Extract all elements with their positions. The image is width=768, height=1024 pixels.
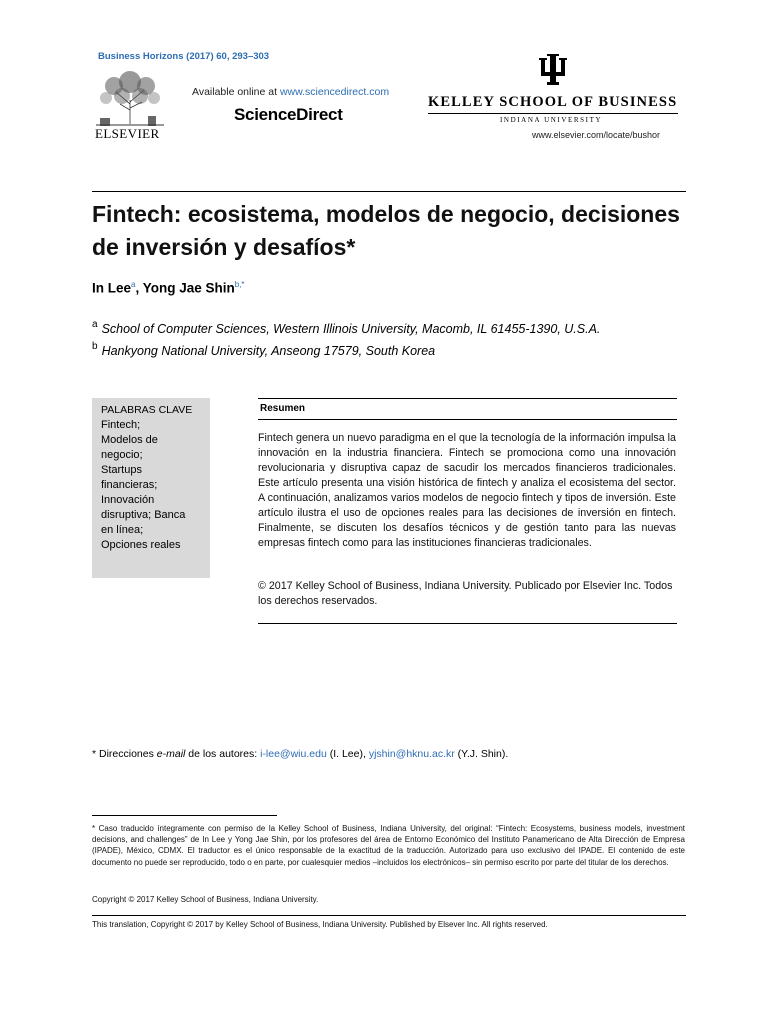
author-name: Yong Jae Shin — [142, 280, 235, 296]
translation-copyright: This translation, Copyright © 2017 by Kelley School of Business, Indiana University. Published by Elsever Inc. All rights reserved. — [92, 920, 548, 929]
footnote-rule — [92, 815, 277, 816]
copyright-line: Copyright © 2017 Kelley School of Business, Indiana University. — [92, 895, 319, 904]
keyword-line: Startups — [101, 464, 142, 476]
indiana-university-label: INDIANA UNIVERSITY — [500, 116, 603, 124]
abstract-heading-rule — [258, 419, 677, 420]
translation-footnote: * Caso traducido íntegramente con permiso de la Kelley School of Business, Indiana University, del original: “Fintech: Ecosystems, business models, investment decisions, and challenges” de In Lee y Yong Jae Shin, por los profesores del área de Entorno Económico del Instituto Panamericano de Alta Dirección de Empresa (IPADE), México, CDMX. El traductor es el único responsable de la exactitud de la traducción. Autorizado para uso exclusivo del IPADE. El contenido de este documento no puede ser reproducido, todo o en parte, por cualesquier medios –incluidos los electrónicos– sin permiso escrito por parte del titular de los derechos. — [92, 824, 685, 867]
affiliation — [92, 319, 601, 336]
author-list — [92, 280, 245, 296]
keywords-box — [92, 398, 210, 578]
sciencedirect-link[interactable]: www.sciencedirect.com — [279, 86, 390, 98]
sciencedirect-logo: ScienceDirect — [234, 105, 343, 124]
keywords-heading: PALABRAS CLAVE — [101, 404, 193, 416]
kelley-school-name: KELLEY SCHOOL OF BUSINESS — [428, 94, 678, 110]
abstract-text: Fintech genera un nuevo paradigma en el que la tecnología de la información impulsa la innovación en la industria financiera. Fintech se promociona como una innovación revolucionaria y disruptiva capaz de sacudir los mercados financieros tradicionales. Este artículo presenta una visión histórica de fintech y analiza el ecosistema del sector. A continuación, analizamos varios modelos de negocio fintech y tipos de inversión. Este artículo ilustra el uso de opciones reales para las decisiones de inversión en fintech. Finalmente, se discuten los desafíos técnicos y de gestión tanto para las nuevas empresas fintech como para las instituciones financieras tradicionales. — [258, 432, 676, 549]
article-title: Fintech: ecosistema, modelos de negocio, decisiones de inversión y desafíos* — [92, 201, 680, 260]
keyword-line: Opciones reales — [101, 539, 181, 551]
email-owner: (Y.J. Shin). — [454, 748, 509, 760]
keyword-line: disruptiva; Banca — [101, 509, 186, 521]
elsevier-wordmark: ELSEVIER — [95, 126, 160, 141]
affiliation — [92, 341, 436, 358]
bottom-rule — [92, 915, 686, 916]
affiliation-ref[interactable]: a — [131, 280, 136, 289]
available-prefix: Available online at — [192, 86, 280, 98]
keyword-line: en línea; — [101, 524, 144, 536]
author-name: In Lee — [92, 280, 132, 296]
indiana-university-trident-icon — [538, 52, 568, 86]
keyword-line: financieras; — [101, 479, 158, 491]
keyword-line: negocio; — [101, 449, 143, 461]
abstract-top-rule — [258, 398, 677, 399]
keyword-line: Modelos de — [101, 434, 158, 446]
affiliation-text: School of Computer Sciences, Western Illinois University, Macomb, IL 61455-1390, U.S.A. — [101, 322, 601, 336]
email-word: e-mail — [156, 748, 186, 760]
kelley-divider — [428, 113, 678, 114]
available-online-line — [192, 86, 389, 98]
affiliation-marker: b — [92, 341, 98, 352]
affiliation-text: Hankyong National University, Anseong 17579, South Korea — [101, 344, 436, 358]
journal-homepage-link[interactable]: www.elsevier.com/locate/bushor — [532, 130, 661, 140]
keyword-line: Innovación — [101, 494, 155, 506]
email-prefix: * Direcciones — [92, 748, 157, 760]
email-link[interactable]: yjshin@hknu.ac.kr — [368, 748, 455, 760]
journal-reference[interactable]: Business Horizons (2017) 60, 293–303 — [98, 51, 270, 62]
email-middle: de los autores: — [185, 748, 261, 760]
abstract-heading: Resumen — [260, 403, 306, 414]
abstract-bottom-rule — [258, 623, 677, 624]
email-link[interactable]: i-lee@wiu.edu — [260, 748, 327, 760]
affiliation-ref[interactable]: b,* — [234, 280, 245, 289]
email-owner: (I. Lee), — [326, 748, 369, 760]
header-rule — [92, 191, 686, 192]
abstract-copyright: © 2017 Kelley School of Business, Indiana University. Publicado por Elsevier Inc. Todos los derechos reservados. — [258, 580, 673, 607]
keyword-line: Fintech; — [101, 419, 141, 431]
affiliation-marker: a — [92, 319, 98, 330]
author-emails — [92, 748, 508, 760]
author-separator: , — [135, 280, 143, 296]
